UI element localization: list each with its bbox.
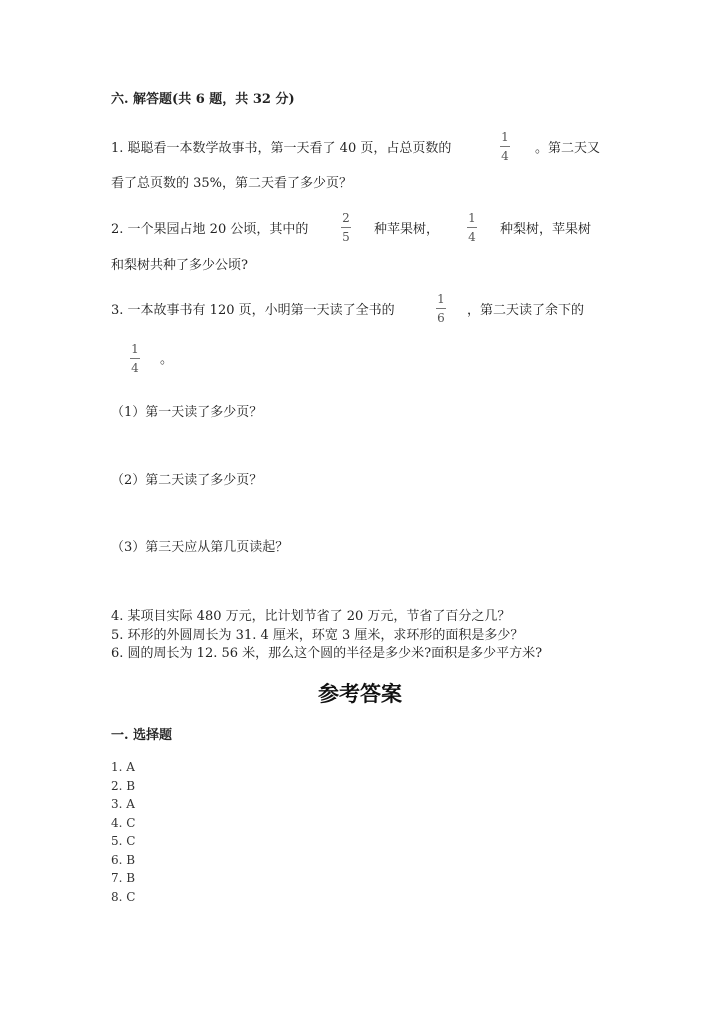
question-4: 4. 某项目实际 480 万元，比计划节省了 20 万元，节省了百分之几？ (111, 609, 511, 624)
fraction-denominator: 6 (437, 311, 445, 325)
fraction-1-6 (436, 293, 446, 324)
answer-item: 4. C (111, 816, 136, 830)
fraction-bar (130, 358, 140, 359)
question-1-text-cont: 。第二天又 (535, 141, 601, 156)
question-3-sub-1: （1）第一天读了多少页？ (111, 405, 263, 420)
answer-item: 7. B (111, 871, 136, 885)
answer-item: 1. A (111, 760, 135, 774)
fraction-numerator: 1 (468, 211, 476, 225)
section-title: 六. 解答题(共 6 题，共 32 分) (111, 92, 295, 107)
question-2-text-c: 种梨树，苹果树 (500, 222, 592, 237)
question-1-text: 1. 聪聪看一本数学故事书，第一天看了 40 页，占总页数的 (111, 141, 452, 156)
fraction-numerator: 1 (437, 292, 445, 306)
answer-item: 6. B (111, 853, 136, 867)
question-1-line2: 看了总页数的 35%，第二天看了多少页？ (111, 176, 353, 191)
question-2-text-b: 种苹果树， (374, 222, 440, 237)
question-3-text-c: 。 (160, 352, 174, 367)
fraction-bar (436, 308, 446, 309)
question-6: 6. 圆的周长为 12. 56 米，那么这个圆的半径是多少米?面积是多少平方米? (111, 646, 543, 661)
fraction-numerator: 2 (342, 211, 350, 225)
answer-item: 8. C (111, 890, 136, 904)
question-3-text: 3. 一本故事书有 120 页，小明第一天读了全书的 (111, 303, 395, 318)
answers-title: 参考答案 (318, 681, 402, 706)
fraction-1-4 (130, 343, 140, 374)
fraction-numerator: 1 (131, 342, 139, 356)
fraction-denominator: 4 (468, 230, 476, 244)
fraction-denominator: 4 (131, 361, 139, 375)
question-2-text: 2. 一个果园占地 20 公顷，其中的 (111, 222, 309, 237)
fraction-denominator: 5 (342, 230, 350, 244)
question-3-sub-2: （2）第二天读了多少页？ (111, 473, 263, 488)
question-3-text-b: ，第二天读了余下的 (467, 303, 585, 318)
fraction-numerator: 1 (501, 130, 509, 144)
answer-item: 2. B (111, 779, 136, 793)
answer-item: 5. C (111, 834, 136, 848)
question-3-sub-3: （3）第三天应从第几页读起？ (111, 540, 289, 555)
question-2-line2: 和梨树共种了多少公顷? (111, 258, 248, 273)
fraction-1-4 (467, 212, 477, 243)
fraction-2-5 (341, 212, 351, 243)
answer-item: 3. A (111, 797, 135, 811)
fraction-1-4 (500, 131, 510, 162)
fraction-bar (467, 227, 477, 228)
fraction-denominator: 4 (501, 149, 509, 163)
question-5: 5. 环形的外圆周长为 31. 4 厘米，环宽 3 厘米，求环形的面积是多少？ (111, 628, 524, 643)
fraction-bar (341, 227, 351, 228)
fraction-bar (500, 146, 510, 147)
answers-section-title: 一. 选择题 (111, 728, 173, 743)
